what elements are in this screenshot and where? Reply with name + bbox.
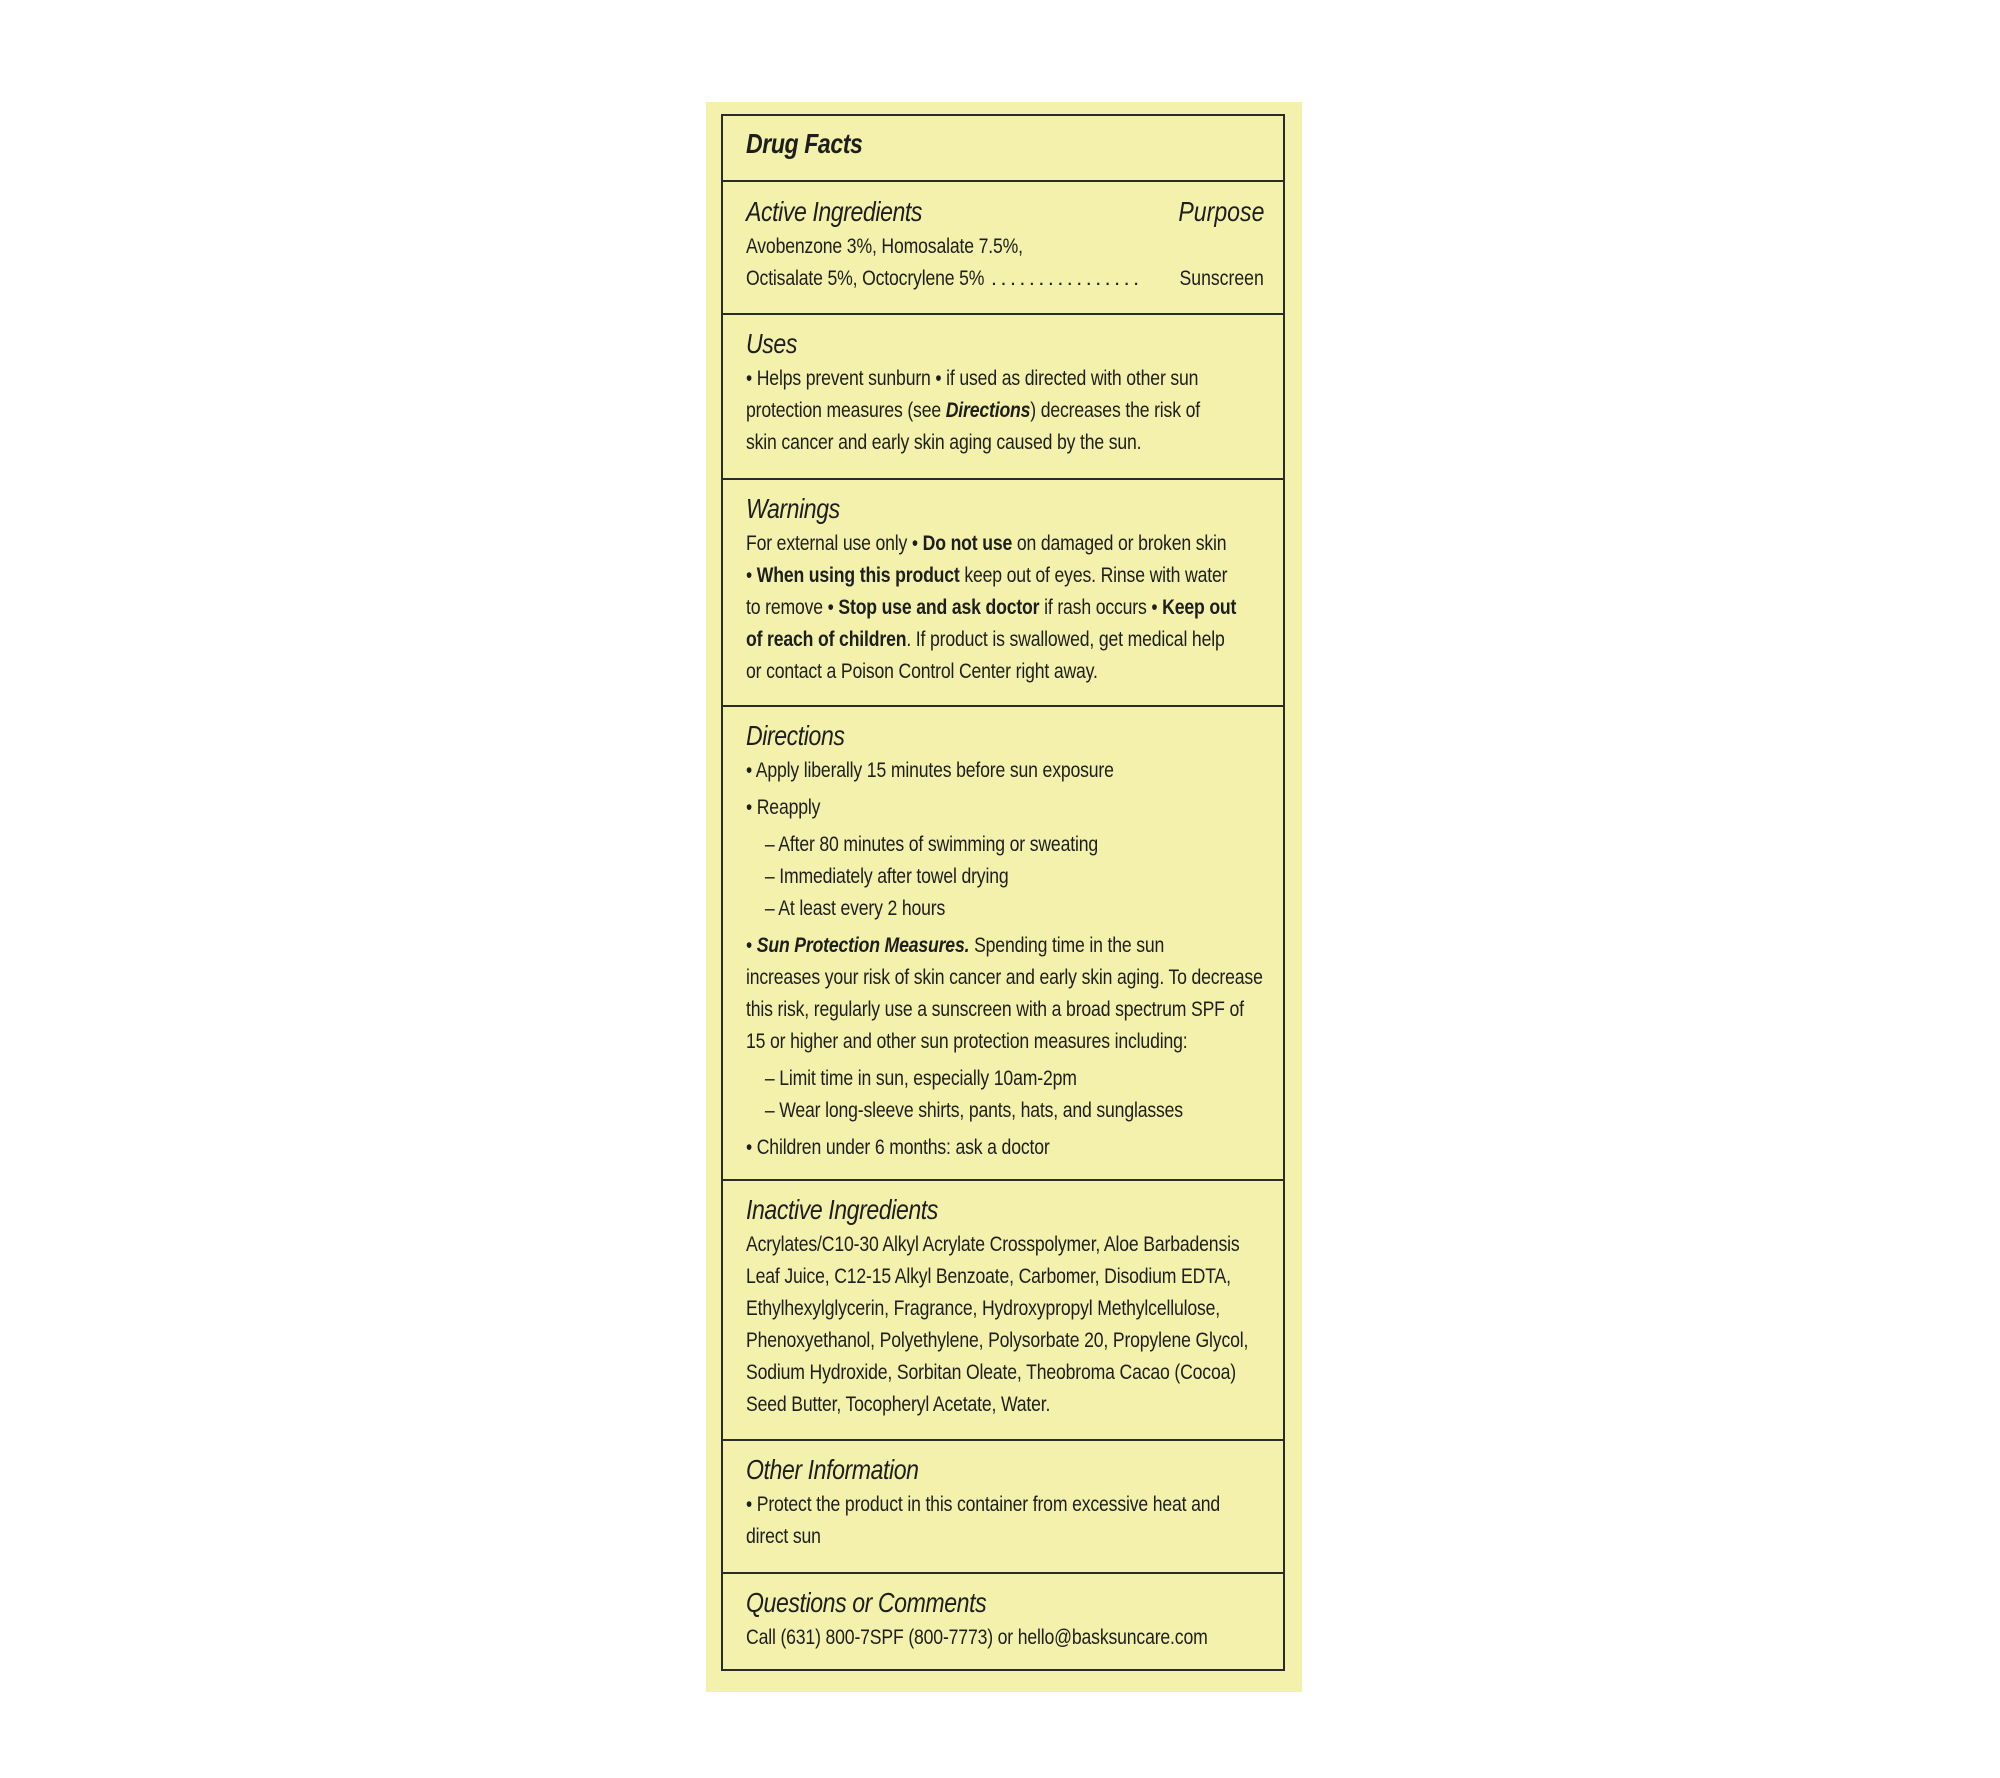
- questions-heading: Questions or Comments: [746, 1587, 987, 1618]
- directions-line-2: • Reapply: [746, 795, 821, 819]
- divider: [723, 1179, 1283, 1181]
- directions-line-12: • Children under 6 months: ask a doctor: [746, 1135, 1050, 1159]
- divider: [723, 705, 1283, 707]
- directions-line-3: – After 80 minutes of swimming or sweating: [764, 832, 1098, 856]
- uses-line-2-a: protection measures (see: [746, 398, 946, 422]
- directions-section: [723, 718, 1283, 1163]
- uses-heading: Uses: [746, 328, 797, 359]
- other-information-heading: Other Information: [746, 1454, 919, 1485]
- directions-reference: Directions: [945, 398, 1031, 422]
- directions-heading: Directions: [746, 720, 845, 751]
- warnings-bold: Do not use: [922, 531, 1013, 555]
- divider: [723, 180, 1283, 182]
- uses-line-3: skin cancer and early skin aging caused by the sun.: [746, 430, 1142, 454]
- inactive-line-3: Ethylhexylglycerin, Fragrance, Hydroxypropyl Methylcellulose,: [746, 1296, 1221, 1320]
- directions-line-6: [746, 929, 1171, 961]
- warnings-bold: Stop use and ask doctor: [838, 595, 1040, 619]
- warnings-text: •: [746, 563, 757, 587]
- warnings-bold: Keep out: [1162, 595, 1237, 619]
- warnings-text: keep out of eyes. Rinse with water: [959, 563, 1228, 587]
- directions-line-1: • Apply liberally 15 minutes before sun exposure: [746, 758, 1114, 782]
- directions-line-11: – Wear long-sleeve shirts, pants, hats, and sunglasses: [764, 1098, 1183, 1122]
- directions-line-9: 15 or higher and other sun protection measures including:: [746, 1029, 1188, 1053]
- uses-line-2: [746, 394, 1200, 426]
- warnings-text: on damaged or broken skin: [1012, 531, 1227, 555]
- divider: [723, 313, 1283, 315]
- directions-text: •: [746, 933, 757, 957]
- drug-facts-title-section: [723, 126, 1283, 162]
- other-line-2: direct sun: [746, 1524, 821, 1548]
- uses-section: [723, 326, 1283, 458]
- divider: [723, 1439, 1283, 1441]
- inactive-line-1: Acrylates/C10-30 Alkyl Acrylate Crosspolymer, Aloe Barbadensis: [746, 1232, 1240, 1256]
- warnings-text: . If product is swallowed, get medical help: [906, 627, 1225, 651]
- divider: [723, 478, 1283, 480]
- inactive-line-2: Leaf Juice, C12-15 Alkyl Benzoate, Carbomer, Disodium EDTA,: [746, 1264, 1231, 1288]
- drug-facts-title: Drug Facts: [746, 128, 863, 159]
- warnings-line-2: [746, 559, 1228, 591]
- other-line-1: • Protect the product in this container from excessive heat and: [746, 1492, 1221, 1516]
- divider: [723, 1572, 1283, 1574]
- warnings-line-5: or contact a Poison Control Center right away.: [746, 659, 1098, 683]
- directions-line-8: this risk, regularly use a sunscreen with a broad spectrum SPF of: [746, 997, 1244, 1021]
- active-ingredients-line-1: Avobenzone 3%, Homosalate 7.5%,: [746, 234, 1023, 258]
- warnings-line-4: [746, 623, 1225, 655]
- directions-line-5: – At least every 2 hours: [764, 896, 946, 920]
- other-information-section: [723, 1452, 1283, 1552]
- directions-line-7: increases your risk of skin cancer and early skin aging. To decrease: [746, 965, 1263, 989]
- uses-line-1: • Helps prevent sunburn • if used as directed with other sun: [746, 366, 1199, 390]
- warnings-text: to remove •: [746, 595, 839, 619]
- directions-line-10: – Limit time in sun, especially 10am-2pm: [764, 1066, 1077, 1090]
- inactive-line-5: Sodium Hydroxide, Sorbitan Oleate, Theobroma Cacao (Cocoa): [746, 1360, 1236, 1384]
- warnings-text: if rash occurs •: [1039, 595, 1163, 619]
- drug-facts-panel: [721, 114, 1285, 1671]
- questions-line-1: Call (631) 800-7SPF (800-7773) or hello@basksuncare.com: [746, 1625, 1208, 1649]
- purpose-value: Sunscreen: [1179, 266, 1264, 290]
- warnings-line-3: [746, 591, 1237, 623]
- sun-protection-measures-heading: Sun Protection Measures.: [756, 933, 970, 957]
- warnings-bold: of reach of children: [746, 627, 907, 651]
- active-ingredients-line-2: Octisalate 5%, Octocrylene 5%: [746, 266, 985, 290]
- warnings-line-1: [746, 527, 1227, 559]
- inactive-ingredients-section: [723, 1192, 1283, 1420]
- active-ingredients-section: [723, 194, 1283, 294]
- questions-section: [723, 1585, 1283, 1653]
- warnings-section: [723, 491, 1283, 687]
- uses-line-2-c: ) decreases the risk of: [1030, 398, 1200, 422]
- directions-text: Spending time in the sun: [969, 933, 1165, 957]
- active-ingredients-heading: Active Ingredients: [746, 196, 923, 227]
- inactive-ingredients-heading: Inactive Ingredients: [746, 1194, 938, 1225]
- warnings-bold: When using this product: [756, 563, 960, 587]
- directions-line-4: – Immediately after towel drying: [764, 864, 1009, 888]
- purpose-heading: Purpose: [1177, 196, 1264, 227]
- leader-dots: ................: [991, 266, 1143, 290]
- inactive-line-4: Phenoxyethanol, Polyethylene, Polysorbate 20, Propylene Glycol,: [746, 1328, 1249, 1352]
- warnings-heading: Warnings: [746, 493, 840, 524]
- warnings-text: For external use only •: [746, 531, 923, 555]
- inactive-line-6: Seed Butter, Tocopheryl Acetate, Water.: [746, 1392, 1051, 1416]
